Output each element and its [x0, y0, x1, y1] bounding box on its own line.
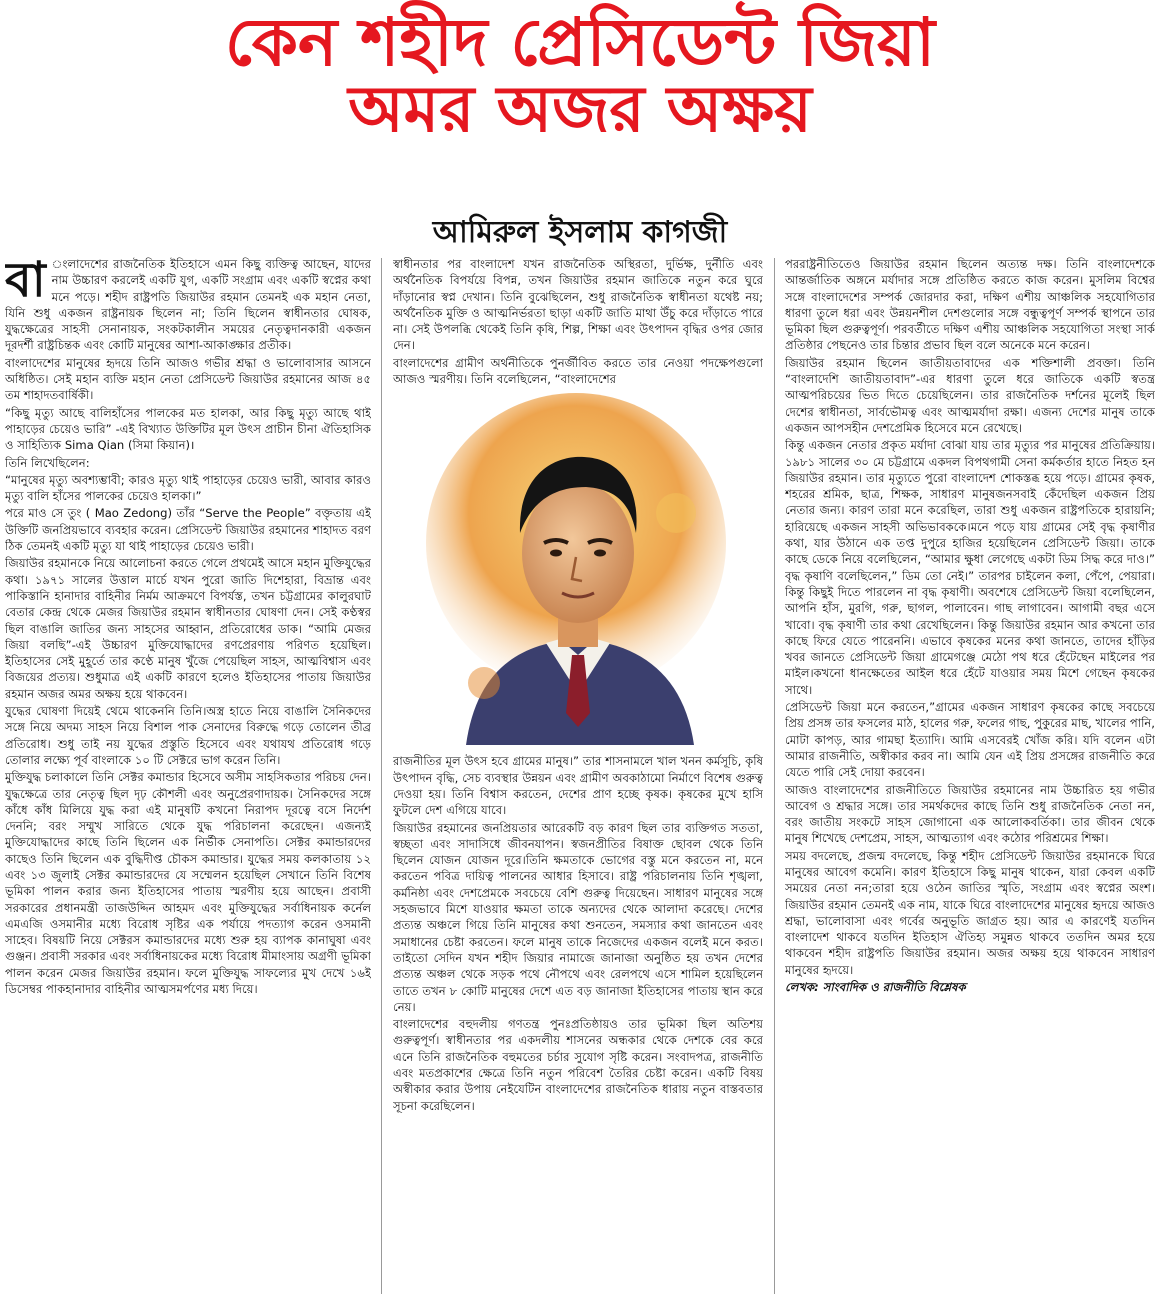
paragraph: তিনি লিখেছিলেন: [5, 455, 90, 470]
paragraph-text: ংলাদেশের রাজনৈতিক ইতিহাসে এমন কিছু ব্যক্তিত্ব আছেন, যাদের নাম উচ্চারণ করলেই একটি যুগ, একটি সংগ্রাম এবং একটি স্বপ্নের কথা মনে পড়ে। শহীদ রাষ্ট্রপতি জিয়াউর রহমান তেমনই এক মহান নেতা, যিনি শুধু একজন রাষ্ট্রনায়ক ছিলেন না; তিনি ছিলেন স্বাধীনতার ঘোষক, যুদ্ধক্ষেত্রের সাহসী সেনানায়ক, সংকটকালীন সময়ের নেতৃত্বদানকারী একজন দূরদর্শী রাষ্ট্রচিন্তক এবং কোটি মানুষের আশা-আকাঙ্ক্ষার প্রতীক। [5, 257, 371, 353]
portrait-illustration [426, 393, 730, 745]
paragraph: স্বাধীনতার পর বাংলাদেশ যখন রাজনৈতিক অস্থিরতা, দুর্ভিক্ষ, দুর্নীতি এবং অর্থনৈতিক বিপর্যয়ে বিপন্ন, তখন জিয়াউর রহমান জাতিকে নতুন করে ঘুরে দাঁড়ানোর স্বপ্ন দেখান। তিনি বুঝেছিলেন, শুধু রাজনৈতিক স্বাধীনতা যথেষ্ট নয়; অর্থনৈতিক মুক্তি ও আত্মনির্ভরতা ছাড়া একটি জাতি মাথা উঁচু করে দাঁড়াতে পারে না। সেই উপলব্ধি থেকেই তিনি কৃষি, শিল্প, শিক্ষা এবং উৎপাদন বৃদ্ধির ওপর জোর দেন। [393, 257, 763, 353]
paragraph: আজও বাংলাদেশের রাজনীতিতে জিয়াউর রহমানের নাম উচ্চারিত হয় গভীর আবেগ ও শ্রদ্ধার সঙ্গে। তার সমর্থকদের কাছে তিনি শুধু রাজনৈতিক নেতা নন, বরং জাতীয় সংকটে সাহস জোগানো এক আলোকবর্তিকা। তার জীবন থেকে মানুষ শিখেছে দেশপ্রেম, সাহস, আত্মত্যাগ এবং কঠোর পরিশ্রমের শিক্ষা। [785, 782, 1155, 846]
paragraph: পররাষ্ট্রনীতিতেও জিয়াউর রহমান ছিলেন অত্যন্ত দক্ষ। তিনি বাংলাদেশকে আন্তর্জাতিক অঙ্গনে মর্যাদার সঙ্গে প্রতিষ্ঠিত করতে কাজ করেন। মুসলিম বিশ্বের সঙ্গে বাংলাদেশের সম্পর্ক জোরদার করা, দক্ষিণ এশীয় আঞ্চলিক সহযোগিতার ধারণা তুলে ধরা এবং উন্নয়নশীল দেশগুলোর সঙ্গে বন্ধুত্বপূর্ণ সম্পর্ক স্থাপনে তার ভূমিকা ছিল গুরুত্বপূর্ণ। পরবর্তীতে দক্ষিণ এশীয় আঞ্চলিক সহযোগিতা সংস্থা সার্ক প্রতিষ্ঠার পেছনেও তার চিন্তার প্রভাব ছিল বলে অনেকে মনে করেন। [785, 257, 1155, 353]
paragraph: প্রেসিডেন্ট জিয়া মনে করতেন,”গ্রামের একজন সাধারণ কৃষকের কাছে সবচেয়ে প্রিয় প্রসঙ্গ তার ফসলের মাঠ, হালের গরু, ফলের গাছ, পুকুরের মাছ, খালের পানি, মোটা কাপড়, আর গামছা ইত্যাদি। আমি এসবেরই খোঁজ করি। যদি বলেন এটা আমার রাজনীতি, অস্বীকার করব না। আমি যেন এই প্রিয় প্রসঙ্গের রাজনীতি করে যেতে পারি সেই দোয়া করবেন। [785, 700, 1155, 780]
paragraph: যুদ্ধের ঘোষণা দিয়েই থেমে থাকেননি তিনি।অস্ত্র হাতে নিয়ে বাঙালি সৈনিকদের সঙ্গে নিয়ে অদম্য সাহস নিয়ে বিশাল পাক সেনাদের বিরুদ্ধে গড়ে তোলেন তীব্র প্রতিরোধ। শুধু তাই নয় যুদ্ধের প্রস্তুতি হিসেবে এবং যথাযথ প্রতিরোধ গড়ে তোলার লক্ষ্যে পূর্ব বাংলাকে ১০ টি সেক্টরে ভাগ করেন তিনি। [5, 704, 371, 767]
paragraph: মুক্তিযুদ্ধ চলাকালে তিনি সেক্টর কমান্ডার হিসেবে অসীম সাহসিকতার পরিচয় দেন। যুদ্ধক্ষেত্রে তার নেতৃত্ব ছিল দৃঢ় কৌশলী এবং অনুপ্রেরণাদায়ক। সৈনিকদের সঙ্গে কাঁধে কাঁধ মিলিয়ে যুদ্ধ করা এই মানুষটি কখনো নিরাপদ দূরত্বে বসে নির্দেশ দেননি; বরং সম্মুখ সারিতে থেকে যুদ্ধ পরিচালনা করেছেন। এজন্যই মুক্তিযোদ্ধাদের কাছে তিনি ছিলেন এক নির্ভীক সেনাপতি। সেক্টর কমান্ডারদের কাছেও তিনি ছিলেন এক বুদ্ধিদীপ্ত চৌকস কমান্ডার। যুদ্ধের সময় কলকাতায় ১২ এবং ১৩ জুলাই সেক্টর কমান্ডারদের যে সম্মেলন হয়েছিল সেখানে তিনি বিশেষ ভূমিকা পালন করার জন্য ইতিহাসের পাতায় স্মরণীয় হয়ে আছেন। প্রবাসী সরকারের প্রধানমন্ত্রী তাজউদ্দিন আহমদ এবং মুক্তিযুদ্ধের সর্বাধিনায়ক কর্নেল এমএজি ওসমানীর মধ্যে বিরোধ সৃষ্টির এক পর্যায়ে পদত্যাগ করেন ওসমানী সাহেব। বিষয়টি নিয়ে সেক্টরস কমান্ডারদের মধ্যে শুরু হয় ব্যাপক কানাঘুষা এবং গুঞ্জন। প্রবাসী সরকার এবং সর্বাধিনায়কের মধ্যে বিরোধ মীমাংসায় অগ্রণী ভূমিকা পালন করেন মেজর জিয়াউর রহমান। ফলে মুক্তিযুদ্ধ সাফল্যের মুখ দেখে ১৬ই ডিসেম্বর পাকহানাদার বাহিনীর আত্মসমর্পণের মধ্য দিয়ে। [5, 770, 371, 997]
paragraph: জিয়াউর রহমানের জনপ্রিয়তার আরেকটি বড় কারণ ছিল তার ব্যক্তিগত সততা, স্বচ্ছতা এবং সাদাসিধে জীবনযাপন। স্বজনপ্রীতির বিষাক্ত ছোবল থেকে তিনি ছিলেন যোজন যোজন দূরে।তিনি ক্ষমতাকে ভোগের বস্তু মনে করতেন না, মনে করতেন পবিত্র দায়িত্ব পালনের আধার হিসাবে। রাষ্ট্র পরিচালনায় তিনি শৃঙ্খলা, কর্মনিষ্ঠা এবং দেশপ্রেমকে সবচেয়ে বেশি গুরুত্ব দিয়েছেন। সাধারণ মানুষের সঙ্গে সহজভাবে মিশে যাওয়ার ক্ষমতা তাকে অন্যদের থেকে আলাদা করেছে। দেশের প্রত্যন্ত অঞ্চলে গিয়ে তিনি মানুষের কথা শুনতেন, সমস্যার কথা জানতেন এবং সমাধানের চেষ্টা করতেন। ফলে মানুষ তাকে নিজেদের একজন বলেই মনে করত। তাইতো সেদিন যখন শহীদ জিয়ার নামাজে জানাজা অনুষ্ঠিত হয় তখন দেশের প্রত্যন্ত অঞ্চল থেকে সড়ক পথে নৌপথে এবং রেলপথে এসে শামিল হয়েছিলেন তাতে তখন ৮ কোটি মানুষের দেশে এত বড় জানাজা ইতিহাসের পাতায় স্থান করে নেয়। [393, 820, 763, 1014]
paragraph: পরে মাও সে তুং ( Mao Zedong) তাঁর “Serve the People” বক্তৃতায় এই উক্তিটি জনপ্রিয়ভাবে ব্যবহার করেন। প্রেসিডেন্ট জিয়াউর রহমানের শাহাদত বরণ ঠিক তেমনই একটি মৃত্যু যা থাই পাহাড়ের চেয়েও ভারী। [5, 506, 371, 554]
column-3 [785, 256, 1155, 1296]
byline: আমিরুল ইসলাম কাগজী [432, 215, 728, 250]
paragraph: “কিছু মৃত্যু আছে বালিহাঁসের পালকের মত হালকা, আর কিছু মৃত্যু আছে থাই পাহাড়ের চেয়েও ভারি” -এই বিখ্যাত উক্তিটির মূল উৎস প্রাচীন চীনা ঐতিহাসিক ও সাহিত্যিক Sima Qian (সিমা কিয়ান)। [5, 405, 371, 453]
paragraph: বাংলাদেশের মানুষের হৃদয়ে তিনি আজও গভীর শ্রদ্ধা ও ভালোবাসার আসনে অধিষ্ঠিত। সেই মহান ব্যক্তি মহান নেতা প্রেসিডেন্ট জিয়াউর রহমানের আজ ৪৫ তম শাহাদতবার্ষিকী। [5, 355, 371, 403]
column-1 [5, 256, 371, 1296]
headline-line-2: অমর অজর অক্ষয় [348, 73, 812, 148]
column-divider [774, 258, 775, 1294]
headline [0, 4, 1160, 148]
column-2 [393, 256, 763, 1296]
dropcap: বা [5, 256, 46, 308]
paragraph: সময় বদলেছে, প্রজন্ম বদলেছে, কিন্তু শহীদ প্রেসিডেন্ট জিয়াউর রহমানকে ঘিরে মানুষের আবেগ কমেনি। কারণ ইতিহাসে কিছু মানুষ থাকেন, যারা কেবল একটি সময়ের নেতা নন;তারা হয়ে ওঠেন জাতির স্মৃতি, সংগ্রাম এবং স্বপ্নের অংশ। জিয়াউর রহমান তেমনই এক নাম, যাকে ঘিরে বাংলাদেশের মানুষের হৃদয়ে আজও শ্রদ্ধা, ভালোবাসা এবং গর্বের অনুভূতি জাগ্রত হয়। আর এ কারণেই যতদিন বাংলাদেশ থাকবে যতদিন ইতিহাস ঐতিহ্য সমুন্নত থাকবে ততদিন অমর হয়ে থাকবেন শহীদ রাষ্ট্রপতি জিয়াউর রহমান। অজর অক্ষয় হয়ে থাকবেন সাধারণ মানুষের হৃদয়ে। [785, 848, 1155, 977]
paragraph [5, 256, 371, 354]
paragraph: জিয়াউর রহমানকে নিয়ে আলোচনা করতে গেলে প্রথমেই আসে মহান মুক্তিযুদ্ধের কথা। ১৯৭১ সালের উত্তাল মার্চে যখন পুরো জাতি দিশেহারা, বিভ্রান্ত এবং পাকিস্তানি হানাদার বাহিনীর নির্মম আক্রমণে বিপর্যস্ত, তখন চট্টগ্রামের কালুরঘাট বেতার কেন্দ্র থেকে মেজর জিয়াউর রহমান স্বাধীনতার ঘোষণা দেন। সেই কণ্ঠস্বর ছিল বাঙালি জাতির জন্য সাহসের আহ্বান, প্রতিরোধের ডাক। “আমি মেজর জিয়া বলছি”-এই উচ্চারণ মুক্তিযোদ্ধাদের রণপ্রেরণায় পরিণত হয়েছিল। ইতিহাসের সেই মুহূর্তে তার কণ্ঠে মানুষ খুঁজে পেয়েছিল সাহস, আত্মবিশ্বাস এবং বিজয়ের প্রত্যয়। শুধুমাত্র এই একটি কারণে হলেও ইতিহাসের পাতায় জিয়াউর রহমান অজর অমর অক্ষয় হয়ে থাকবেন। [5, 556, 371, 701]
paragraph: জিয়াউর রহমান ছিলেন জাতীয়তাবাদের এক শক্তিশালী প্রবক্তা। তিনি “বাংলাদেশি জাতীয়তাবাদ”-এর ধারণা তুলে ধরে জাতিকে একটি স্বতন্ত্র আত্মপরিচয়ের ভিত দিতে চেয়েছিলেন। তার রাজনৈতিক দর্শনের মূলেই ছিল দেশের স্বাধীনতা, সার্বভৌমত্ব এবং আত্মমর্যাদা রক্ষা। এজন্য দেশের মানুষ তাকে একজন আপসহীন দেশপ্রেমিক হিসেবে মনে রেখেছে। [785, 355, 1155, 435]
paragraph: রাজনীতির মূল উৎস হবে গ্রামের মানুষ।” তার শাসনামলে খাল খনন কর্মসূচি, কৃষি উৎপাদন বৃদ্ধি, সেচ ব্যবস্থার উন্নয়ন এবং গ্রামীণ অবকাঠামো নির্মাণে বিশেষ গুরুত্ব দেওয়া হয়। তিনি বিশ্বাস করতেন, দেশের প্রাণ হচ্ছে কৃষক। কৃষকের মুখে হাসি ফুটলে দেশ এগিয়ে যাবে। [393, 754, 763, 818]
paragraph: বাংলাদেশের গ্রামীণ অর্থনীতিকে পুনর্জীবিত করতে তার নেওয়া পদক্ষেপগুলো আজও স্মরণীয়। তিনি বলেছিলেন, “বাংলাদেশের [393, 355, 763, 387]
paragraph: বাংলাদেশের বহুদলীয় গণতন্ত্র পুনঃপ্রতিষ্ঠায়ও তার ভূমিকা ছিল অতিশয় গুরুত্বপূর্ণ। স্বাধীনতার পর একদলীয় শাসনের অন্ধকার থেকে দেশকে বের করে এনে তিনি রাজনৈতিক বহুমতের চর্চার সুযোগ সৃষ্টি করেন। সংবাদপত্র, রাজনীতি এবং মতপ্রকাশের ক্ষেত্রে তিনি নতুন পরিবেশ তৈরির চেষ্টা করেন। একটি বিষয় অস্বীকার করার উপায় নেইযেটিন বাংলাদেশের রাজনৈতিক ধারায় নতুন বাস্তবতার সূচনা করেছিলেন। [393, 1017, 763, 1113]
headline-line-1: কেন শহীদ প্রেসিডেন্ট জিয়া [224, 4, 936, 81]
paragraph: কিন্তু একজন নেতার প্রকৃত মর্যাদা বোঝা যায় তার মৃত্যুর পর মানুষের প্রতিক্রিয়ায়। ১৯৮১ সালের ৩০ মে চট্টগ্রামে একদল বিপথগামী সেনা কর্মকর্তার হাতে নিহত হন জিয়াউর রহমান। তার মৃত্যুতে পুরো বাংলাদেশ শোকস্তব্ধ হয়ে পড়ে। গ্রামের কৃষক, শহরের শ্রমিক, ছাত্র, শিক্ষক, সাধারণ মানুষজনসবাই কেঁদেছিল একজন প্রিয় নেতার জন্য। কারণ তারা মনে করেছিল, তারা শুধু একজন রাষ্ট্রপতিকে হারায়নি; হারিয়েছে একজন সাহসী অভিভাবককে।মনে পড়ে যায় গ্রামের সেই বৃদ্ধ কৃষাণীর কথা, যার উঠানে এক তপ্ত দুপুরে হাজির হয়েছিলেন প্রেসিডেন্ট জিয়া। তাকে কাছে ডেকে নিয়ে বলেছিলেন, “আমার ক্ষুধা লেগেছে একটা ডিম সিদ্ধ করে দাও।” বৃদ্ধ কৃষাণি বলেছিলেন,” ডিম তো নেই।” তারপর চাইলেন কলা, পেঁপে, পেয়ারা। কিন্তু কিছুই দিতে পারলেন না বৃদ্ধ কৃষাণী। অবশেষে প্রেসিডেন্ট জিয়া বলেছিলেন, আপনি হাঁস, মুরগি, গরু, ছাগল, পালাবেন। গাছ লাগাবেন। আগামী বছর এসে খাবো। বৃদ্ধ কৃষাণী তার কথা রেখেছিলেন। কিন্তু জিয়াউর রহমান আর কখনো তার কাছে ফিরে যেতে পারেননি। এভাবে কৃষকের মনের কথা জানতে, তাদের হাঁড়ির খবর জানতে প্রেসিডেন্ট জিয়া গ্রামেগঞ্জে মেঠো পথ ধরে হেঁটেছেন মাইলের পর মাইল।কখনো ধানক্ষেতের আইল ধরে হেঁটে যাওয়ার সময় মিশে গেছেন কৃষকের সাথে। [785, 438, 1155, 697]
column-divider [381, 258, 382, 1294]
watercolor-portrait-icon [426, 393, 730, 745]
author-note: লেখক: সাংবাদিক ও রাজনীতি বিশ্লেষক [785, 980, 966, 995]
paragraph: “মানুষের মৃত্যু অবশ্যম্ভাবী; কারও মৃত্যু থাই পাহাড়ের চেয়েও ভারী, আবার কারও মৃত্যু বালি হাঁসের পালকের চেয়েও হালকা।” [5, 472, 371, 504]
